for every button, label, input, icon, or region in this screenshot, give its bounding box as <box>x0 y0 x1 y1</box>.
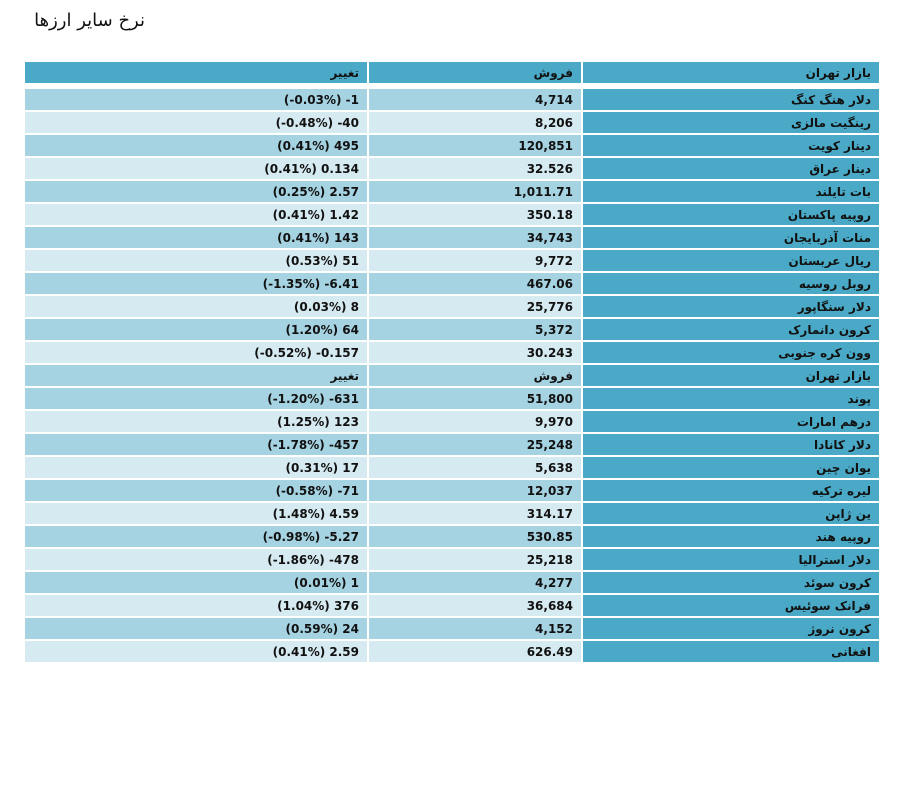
sell-price: 32.526 <box>369 158 581 179</box>
header-market: بازار تهران <box>583 62 879 83</box>
currency-name: فرانک سوئیس <box>583 595 879 616</box>
sell-price: 530.85 <box>369 526 581 547</box>
table-row <box>25 89 879 110</box>
table-row <box>25 319 879 340</box>
sell-price: 25,218 <box>369 549 581 570</box>
table-row <box>25 135 879 156</box>
header-change: تغییر <box>25 62 367 83</box>
currency-name: ین ژاپن <box>583 503 879 524</box>
sell-price: 120,851 <box>369 135 581 156</box>
table-row <box>25 250 879 271</box>
price-change: (0.03%) 8 <box>25 296 367 317</box>
sell-price: 5,372 <box>369 319 581 340</box>
subheader-market: بازار تهران <box>583 365 879 386</box>
table-row <box>25 641 879 662</box>
price-change: (0.59%) 24 <box>25 618 367 639</box>
currency-name: کرون سوئد <box>583 572 879 593</box>
price-change: (1.25%) 123 <box>25 411 367 432</box>
currency-name: وون کره جنوبی <box>583 342 879 363</box>
table-row <box>25 411 879 432</box>
sell-price: 30.243 <box>369 342 581 363</box>
subheader-change: تغییر <box>25 365 367 386</box>
price-change: (-1.78%) -457 <box>25 434 367 455</box>
price-change: (-1.35%) -6.41 <box>25 273 367 294</box>
subheader-sell: فروش <box>369 365 581 386</box>
price-change: (1.04%) 376 <box>25 595 367 616</box>
price-change: (-0.58%) -71 <box>25 480 367 501</box>
sell-price: 36,684 <box>369 595 581 616</box>
table-row <box>25 595 879 616</box>
header-sell: فروش <box>369 62 581 83</box>
price-change: (-1.20%) -631 <box>25 388 367 409</box>
table-row <box>25 158 879 179</box>
price-change: (1.48%) 4.59 <box>25 503 367 524</box>
table-row <box>25 296 879 317</box>
table-row <box>25 503 879 524</box>
currency-name: درهم امارات <box>583 411 879 432</box>
table-row <box>25 618 879 639</box>
table-row <box>25 526 879 547</box>
table-row <box>25 572 879 593</box>
sell-price: 4,714 <box>369 89 581 110</box>
table-row <box>25 273 879 294</box>
sell-price: 5,638 <box>369 457 581 478</box>
currency-name: روپیه هند <box>583 526 879 547</box>
page-title: نرخ سایر ارزها <box>34 10 145 31</box>
sell-price: 9,772 <box>369 250 581 271</box>
currency-name: کرون دانمارک <box>583 319 879 340</box>
price-change: (0.41%) 143 <box>25 227 367 248</box>
currency-name: منات آذربایجان <box>583 227 879 248</box>
sell-price: 4,277 <box>369 572 581 593</box>
currency-name: دلار سنگاپور <box>583 296 879 317</box>
table-row <box>25 112 879 133</box>
sell-price: 25,776 <box>369 296 581 317</box>
sell-price: 467.06 <box>369 273 581 294</box>
currency-name: پوند <box>583 388 879 409</box>
table-subheader-row <box>25 365 879 386</box>
table-row <box>25 434 879 455</box>
currency-name: رینگیت مالزی <box>583 112 879 133</box>
table-row <box>25 549 879 570</box>
table-row <box>25 227 879 248</box>
table-row <box>25 388 879 409</box>
sell-price: 4,152 <box>369 618 581 639</box>
currency-name: کرون نروژ <box>583 618 879 639</box>
price-change: (0.31%) 17 <box>25 457 367 478</box>
sell-price: 34,743 <box>369 227 581 248</box>
table-row <box>25 204 879 225</box>
price-change: (0.53%) 51 <box>25 250 367 271</box>
sell-price: 9,970 <box>369 411 581 432</box>
table-row <box>25 480 879 501</box>
currency-name: دلار استرالیا <box>583 549 879 570</box>
price-change: (1.20%) 64 <box>25 319 367 340</box>
sell-price: 1,011.71 <box>369 181 581 202</box>
currency-name: دینار کویت <box>583 135 879 156</box>
sell-price: 51,800 <box>369 388 581 409</box>
sell-price: 314.17 <box>369 503 581 524</box>
currency-name: افغانی <box>583 641 879 662</box>
sell-price: 12,037 <box>369 480 581 501</box>
price-change: (-0.48%) -40 <box>25 112 367 133</box>
price-change: (-0.03%) -1 <box>25 89 367 110</box>
price-change: (0.41%) 495 <box>25 135 367 156</box>
price-change: (0.25%) 2.57 <box>25 181 367 202</box>
currency-name: یوان چین <box>583 457 879 478</box>
currency-name: دلار هنگ کنگ <box>583 89 879 110</box>
currency-name: روپیه پاکستان <box>583 204 879 225</box>
currency-name: دینار عراق <box>583 158 879 179</box>
sell-price: 350.18 <box>369 204 581 225</box>
price-change: (0.01%) 1 <box>25 572 367 593</box>
sell-price: 25,248 <box>369 434 581 455</box>
table-header-row <box>25 62 879 83</box>
price-change: (0.41%) 0.134 <box>25 158 367 179</box>
currency-name: بات تایلند <box>583 181 879 202</box>
table-row <box>25 342 879 363</box>
price-change: (0.41%) 2.59 <box>25 641 367 662</box>
currency-name: دلار کانادا <box>583 434 879 455</box>
currency-rates-table <box>23 60 881 664</box>
table-row <box>25 181 879 202</box>
price-change: (-1.86%) -478 <box>25 549 367 570</box>
price-change: (0.41%) 1.42 <box>25 204 367 225</box>
currency-name: روبل روسیه <box>583 273 879 294</box>
sell-price: 626.49 <box>369 641 581 662</box>
price-change: (-0.52%) -0.157 <box>25 342 367 363</box>
sell-price: 8,206 <box>369 112 581 133</box>
currency-name: ریال عربستان <box>583 250 879 271</box>
price-change: (-0.98%) -5.27 <box>25 526 367 547</box>
currency-name: لیره ترکیه <box>583 480 879 501</box>
table-row <box>25 457 879 478</box>
